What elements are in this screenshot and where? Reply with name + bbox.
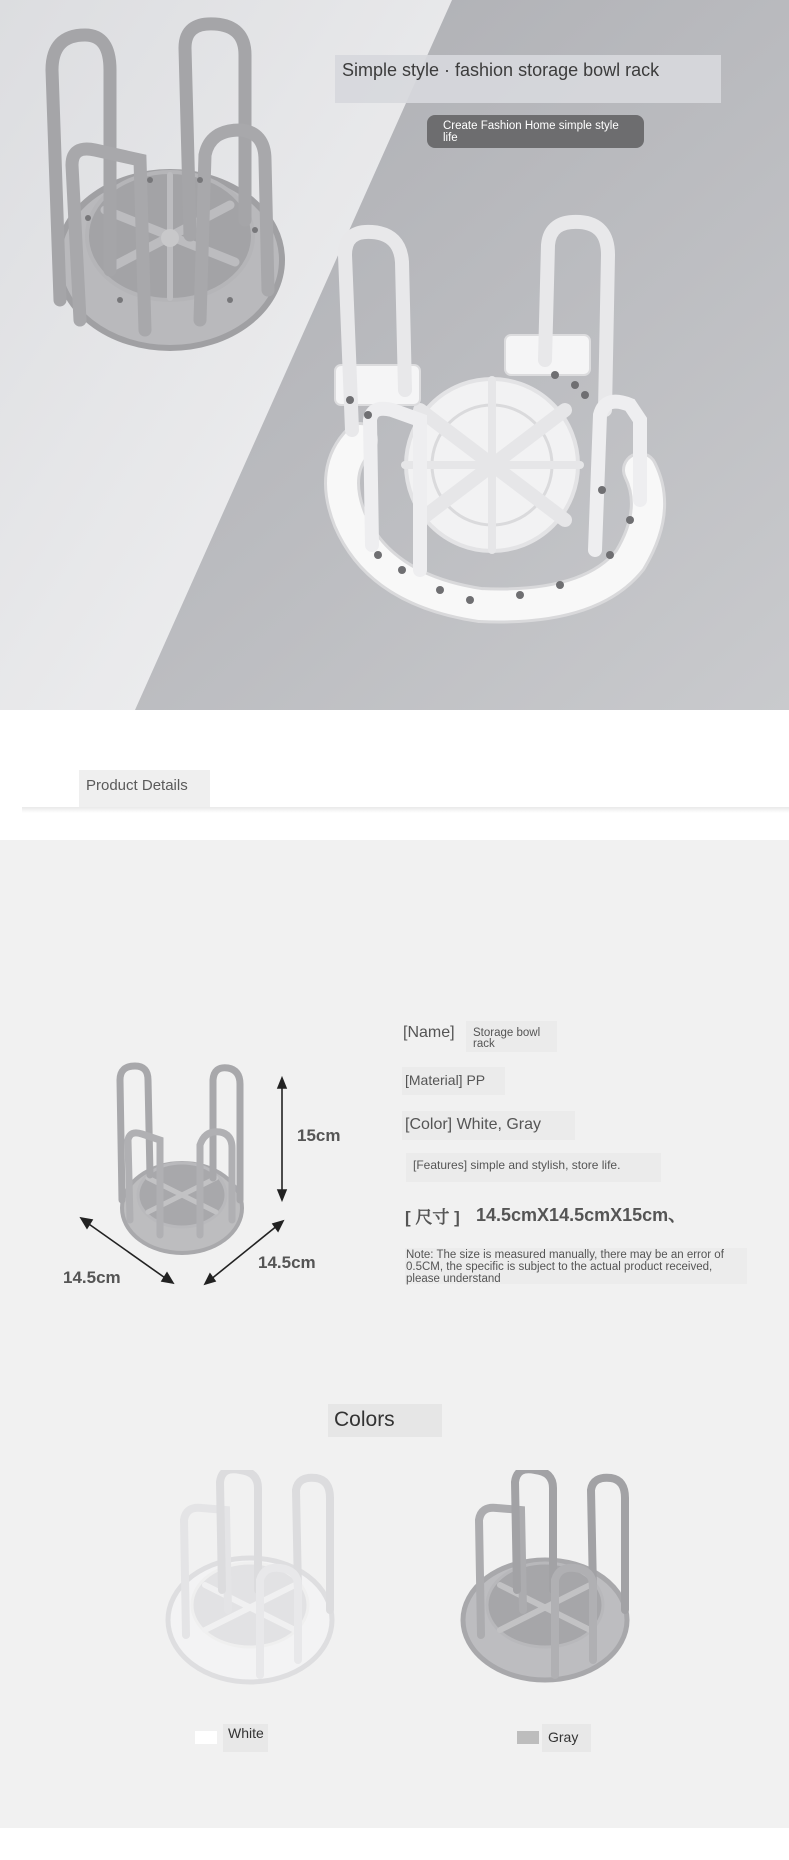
features-field: [Features] simple and stylish, store life.: [406, 1153, 661, 1182]
white-color-label[interactable]: White: [223, 1724, 268, 1752]
hero-photo: [0, 0, 789, 710]
gray-color-label[interactable]: Gray: [542, 1724, 591, 1752]
white-rack-option-image[interactable]: [150, 1470, 350, 1710]
material-field: [Material] PP: [402, 1067, 505, 1095]
dimension-diagram: [0, 1060, 380, 1300]
size-note: Note: The size is measured manually, there may be an error of 0.5CM, the specific is subject to the actual product received, please understand: [405, 1248, 747, 1284]
product-details-heading: Product Details: [79, 770, 210, 807]
name-value: Storage bowl rack: [466, 1021, 557, 1052]
colors-heading: Colors: [328, 1404, 442, 1437]
width-dimension-label-right: 14.5cm: [258, 1253, 316, 1272]
hero-banner: [0, 0, 789, 710]
section-divider: [22, 807, 789, 813]
width-dimension-label-left: 14.5cm: [63, 1268, 121, 1287]
size-key: [ 尺寸 ]: [405, 1208, 460, 1227]
dimension-rack-image: [120, 1066, 242, 1253]
name-key: [Name]: [403, 1024, 455, 1041]
height-dimension-label: 15cm: [297, 1126, 341, 1145]
spec-section: [0, 840, 789, 1828]
hero-tagline-badge: Create Fashion Home simple style life: [427, 115, 644, 148]
hero-title: Simple style · fashion storage bowl rack: [335, 55, 721, 103]
white-color-chip[interactable]: [195, 1731, 217, 1744]
size-value: 14.5cmX14.5cmX15cm、: [476, 1205, 687, 1225]
color-field: [Color] White, Gray: [402, 1111, 575, 1140]
gray-rack-option-image[interactable]: [445, 1470, 645, 1710]
gray-color-chip[interactable]: [517, 1731, 539, 1744]
